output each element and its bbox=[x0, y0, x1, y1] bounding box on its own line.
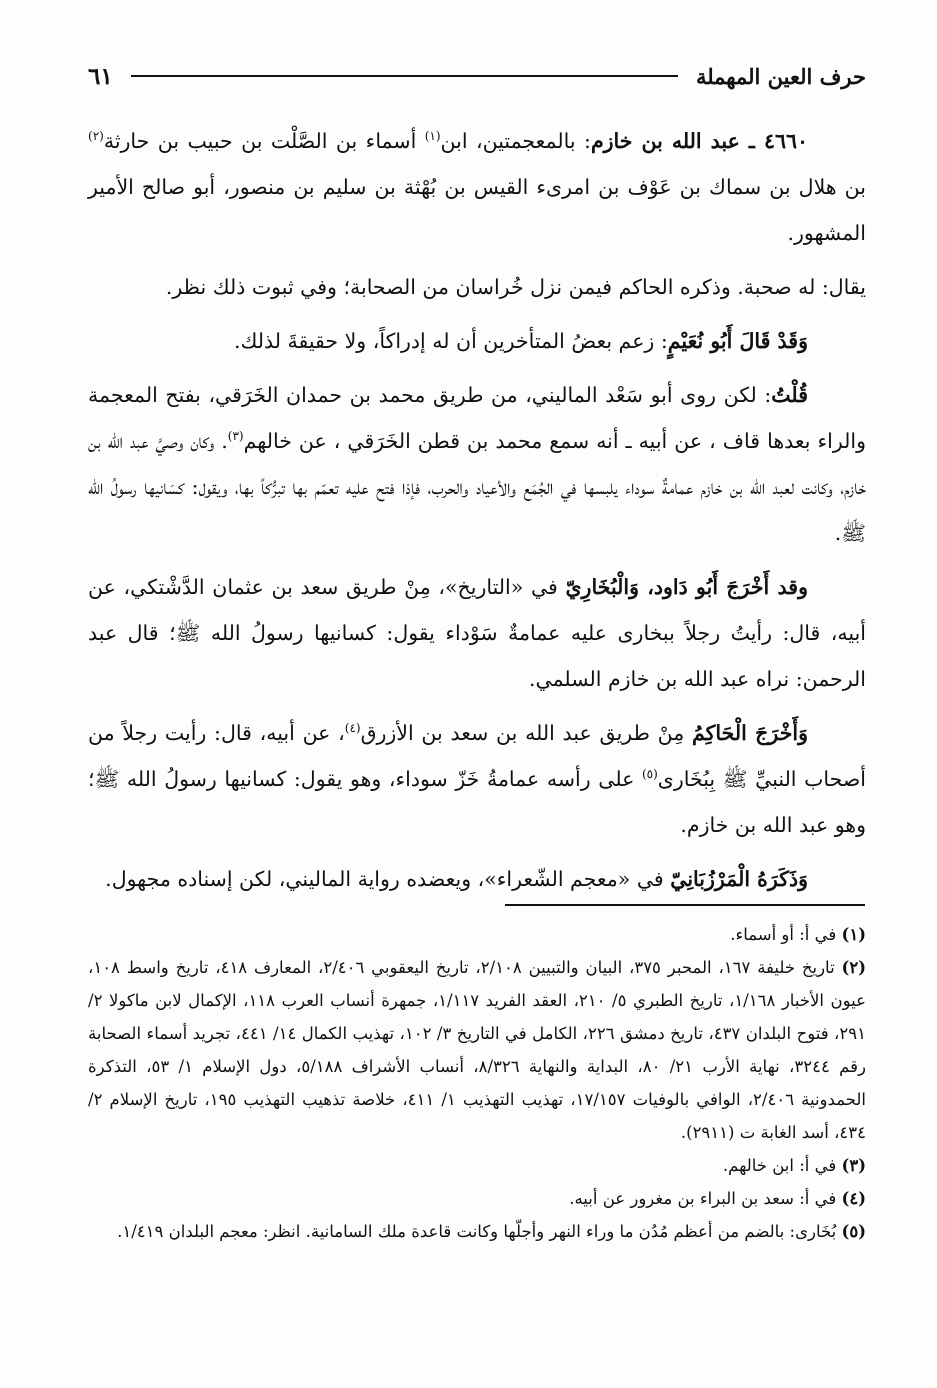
entry-text: بن هلال بن سماك بن عَوْف بن امرىء القيس بن بُهْثة بن سليم بن منصور، أبو صالح الأمير المشهور. bbox=[88, 175, 866, 245]
main-text bbox=[88, 118, 866, 910]
footnote bbox=[88, 1215, 866, 1248]
paragraph-abu-dawud bbox=[88, 564, 866, 702]
footnote-text: في أ: سعد بن البراء بن مغرور عن أبيه. bbox=[569, 1189, 842, 1208]
footnote bbox=[88, 918, 866, 951]
page-header bbox=[88, 56, 866, 96]
paragraph-text: على رأسه عمامةُ خَزّ سوداء، وهو يقول: كسانيها رسولُ الله ﷺ؛ وهو عبد الله بن خازم. bbox=[88, 767, 866, 837]
paragraph-text: في «التاريخ»، مِنْ طريق سعد بن عثمان الدَّشْتكي، عن أبيه، قال: رأيتُ رجلاً ببخارى عليه عمامةٌ سَوْداء يقول: كسانيها رسولُ الله ﷺ؛ قال عبد الرحمن: نراه عبد الله بن خازم السلمي. bbox=[88, 575, 866, 691]
footnote-ref-2: (٢) bbox=[88, 129, 104, 144]
entry-paragraph bbox=[88, 118, 866, 256]
footnote-text: في أ: أو أسماء. bbox=[730, 925, 842, 944]
header-rule bbox=[131, 75, 678, 77]
paragraph-abu-nuaym bbox=[88, 318, 866, 364]
narrator-name: وَأَخْرَجَ الْحَاكِمُ bbox=[691, 721, 808, 745]
qultu-lead: قُلْتُ bbox=[771, 383, 808, 407]
paragraph-text: : زعم بعضُ المتأخرين أن له إدراكاً، ولا حقيقةَ لذلك. bbox=[233, 329, 668, 353]
entry-text: : بالمعجمتين، ابن bbox=[440, 129, 591, 153]
footnote-ref-5: (٥) bbox=[641, 767, 658, 782]
running-title: حرف العين المهملة bbox=[695, 63, 866, 89]
footnote bbox=[88, 1182, 866, 1215]
paragraph-qultu bbox=[88, 372, 866, 556]
footnote bbox=[88, 951, 866, 1149]
narrator-name: وقد أَخْرَجَ أَبُو دَاود، وَالْبُخَارِيّ bbox=[565, 575, 808, 599]
paragraph-text: في «معجم الشّعراء»، ويعضده رواية الماليني، لكن إسناده مجهول. bbox=[105, 867, 671, 891]
paragraph-hakim bbox=[88, 710, 866, 848]
footnote-marker: (٣) bbox=[841, 1156, 866, 1175]
footnote-text: بُخَارى: بالضم من أعظم مُدُن ما وراء النهر وأجلّها وكانت قاعدة ملك السامانية. انظر: معجم البلدان ١/٤١٩. bbox=[117, 1222, 842, 1241]
footnote-marker: (٥) bbox=[841, 1222, 866, 1241]
footnote-text: تاريخ خليفة ١٦٧، المحبر ٣٧٥، البيان والتبيين ٢/١٠٨، تاريخ اليعقوبي ٢/٤٠٦، المعارف ٤١٨، تاريخ واسط ١٠٨، عيون الأخبار ١/١٦٨، تاريخ الطبري ٥/ ٢١٠، العقد الفريد ١/١١٧، جمهرة أنساب العرب ١١٨، الإكمال لابن ماكولا ٢/ ٢٩١، فتوح البلدان ٤٣٧، تاريخ دمشق ٢٢٦، الكامل في التاريخ ٣/ ١٠٢، تهذيب الكمال ١٤/ ٤٤١، تجريد أسماء الصحابة رقم ٣٢٤٤، نهاية الأرب ٢١/ ٨٠، البداية والنهاية ٨/٣٢٦، أنساب الأشراف ٥/١٨٨، دول الإسلام ١/ ٥٣، التذكرة الحمدونية ٢/٤٠٦، الوافي بالوفيات ١٧/١٥٧، تهذيب التهذيب ١/ ٤١١، خلاصة تذهيب التهذيب ١٩٥، تاريخ الإسلام ٢/ ٤٣٤، أسد الغابة ت (٢٩١١). bbox=[88, 958, 866, 1142]
footnote-marker: (١) bbox=[841, 925, 866, 944]
paragraph-text: ، عن أبيه، قال: رأيت رجلاً من أصحاب النبيِّ ﷺ بِبُخَارى bbox=[88, 721, 866, 791]
footnote-ref-1: (١) bbox=[424, 129, 441, 144]
narrator-name: وَقَدْ قَالَ أَبُو نُعَيْمٍ bbox=[667, 329, 808, 353]
footnote-separator bbox=[505, 904, 865, 906]
paragraph-sahaba: يقال: له صحبة. وذكره الحاكم فيمن نزل خُراسان من الصحابة؛ وفي ثبوت ذلك نظر. bbox=[165, 275, 866, 299]
paragraph-text: مِنْ طريق عبد الله بن سعد بن الأزرق bbox=[360, 721, 692, 745]
entry-text: أسماء بن الصَّلْت بن حبيب بن حارثة bbox=[103, 129, 425, 153]
narrator-name: وَذَكَرَهُ الْمَرْزُبَانِيّ bbox=[670, 867, 808, 891]
paragraph-text: : لكن روى أبو سَعْد الماليني، من طريق محمد بن حمدان الخَرَقي، بفتح المعجمة والراء بعدها قاف ، عن أبيه ـ أنه سمع محمد بن قطن الخَرَقي ، عن خالهم bbox=[88, 383, 866, 453]
footnote-ref-4: (٤) bbox=[344, 721, 361, 736]
entry-heading: ٤٦٦٠ ـ عبد الله بن خازم bbox=[590, 129, 808, 153]
footnote-text: في أ: ابن خالهم. bbox=[722, 1156, 842, 1175]
paragraph-text: . وكان وصيَّ عبد الله بن خازم، وكانت لعبد الله بن خازم عمامةٌ سوداء يلبسها في الجُمَع والأعياد والحرب، فإذا فتح عليه تعمّم بها تبرُّكاً بها، ويقول: كسَانيها رسولُ الله ﷺ. bbox=[88, 429, 866, 545]
paragraph-marzubani bbox=[88, 856, 866, 902]
footnote-ref-3: (٣) bbox=[227, 429, 244, 444]
page-number: ٦١ bbox=[88, 62, 113, 90]
footnote-marker: (٤) bbox=[841, 1189, 866, 1208]
footnote-marker: (٢) bbox=[841, 958, 866, 977]
footnotes bbox=[88, 918, 866, 1248]
footnote bbox=[88, 1149, 866, 1182]
